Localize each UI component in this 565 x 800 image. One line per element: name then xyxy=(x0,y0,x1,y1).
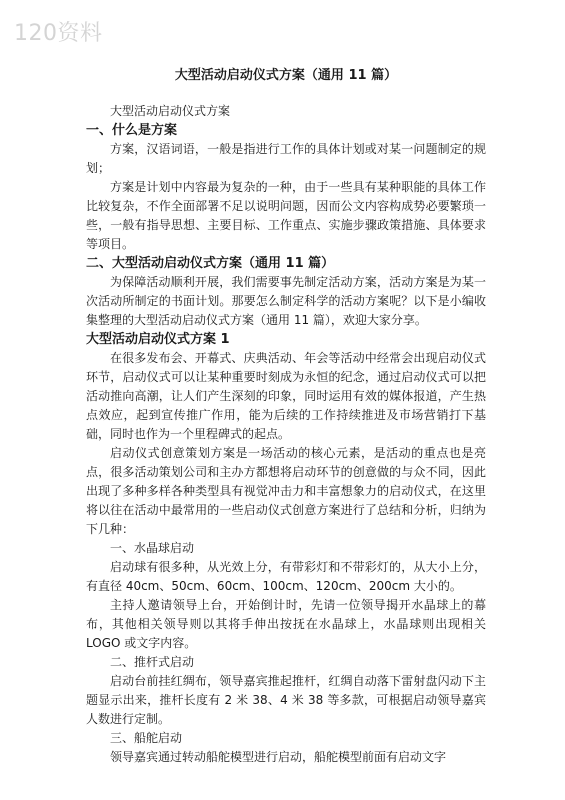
paragraph: 启动仪式创意策划方案是一场活动的核心元素，是活动的重点也是亮点，很多活动策划公司和主办方都想将启动环节的创意做的与众不同，因此出现了多种多样各种类型具有视觉冲击力和丰富想象力的启动仪式，在这里将以往在活动中最常用的一些启动仪式创意方案进行了总结和分析，归纳为下几种： xyxy=(86,446,486,536)
section-heading: 大型活动启动仪式方案 1 xyxy=(86,332,230,347)
paragraph: 在很多发布会、开幕式、庆典活动、年会等活动中经常会出现启动仪式环节，启动仪式可以让某种重要时刻成为永恒的纪念，通过启动仪式可以把活动推向高潮，让人们产生深刻的印象，同时运用有效的媒体报道，产生热点效应，起到宣传推广作用，能为后续的工作持续推进及市场营销打下基础，同时也作为一个里程碑式的起点。 xyxy=(86,351,486,441)
document-title: 大型活动启动仪式方案（通用 11 篇） xyxy=(174,68,398,83)
paragraph-list xyxy=(86,102,486,767)
paragraph: 三、船舵启动 xyxy=(110,731,183,745)
paragraph: 领导嘉宾通过转动船舵模型进行启动，船舵模型前面有启动文字 xyxy=(110,750,447,764)
section-heading: 二、大型活动启动仪式方案（通用 11 篇） xyxy=(86,256,335,271)
paragraph: 方案，汉语词语，一般是指进行工作的具体计划或对某一问题制定的规划； xyxy=(86,142,486,175)
paragraph: 为保障活动顺利开展，我们需要事先制定活动方案，活动方案是为某一次活动所制定的书面计划。那要怎么制定科学的活动方案呢？以下是小编收集整理的大型活动启动仪式方案（通用 11 篇），欢迎大家分享。 xyxy=(86,275,486,327)
paragraph: 一、水晶球启动 xyxy=(110,541,195,555)
paragraph: 启动球有很多种，从光效上分，有带彩灯和不带彩灯的，从大小上分，有直径 40cm、50cm、60cm、100cm、120cm、200cm 大小的。 xyxy=(86,560,486,593)
document-body xyxy=(86,66,486,767)
paragraph: 大型活动启动仪式方案 xyxy=(110,104,231,118)
section-heading: 一、什么是方案 xyxy=(86,123,178,138)
watermark: 120资料 xyxy=(14,21,103,46)
paragraph: 二、推杆式启动 xyxy=(110,655,195,669)
paragraph: 启动台前挂红绸布，领导嘉宾推起推杆，红绸自动落下雷射盘闪动下主题显示出来，推杆长度有 2 米 38、4 米 38 等多款，可根据启动领导嘉宾人数进行定制。 xyxy=(86,674,486,726)
paragraph: 方案是计划中内容最为复杂的一种，由于一些具有某种职能的具体工作比较复杂，不作全面部署不足以说明问题，因而公文内容构成势必要繁琐一些，一般有指导思想、主要目标、工作重点、实施步骤政策措施、具体要求等项目。 xyxy=(86,180,486,251)
paragraph: 主持人邀请领导上台，开始倒计时，先请一位领导揭开水晶球上的幕布，其他相关领导则以其将手伸出按抚在水晶球上，水晶球则出现相关 LOGO 或文字内容。 xyxy=(86,598,486,650)
